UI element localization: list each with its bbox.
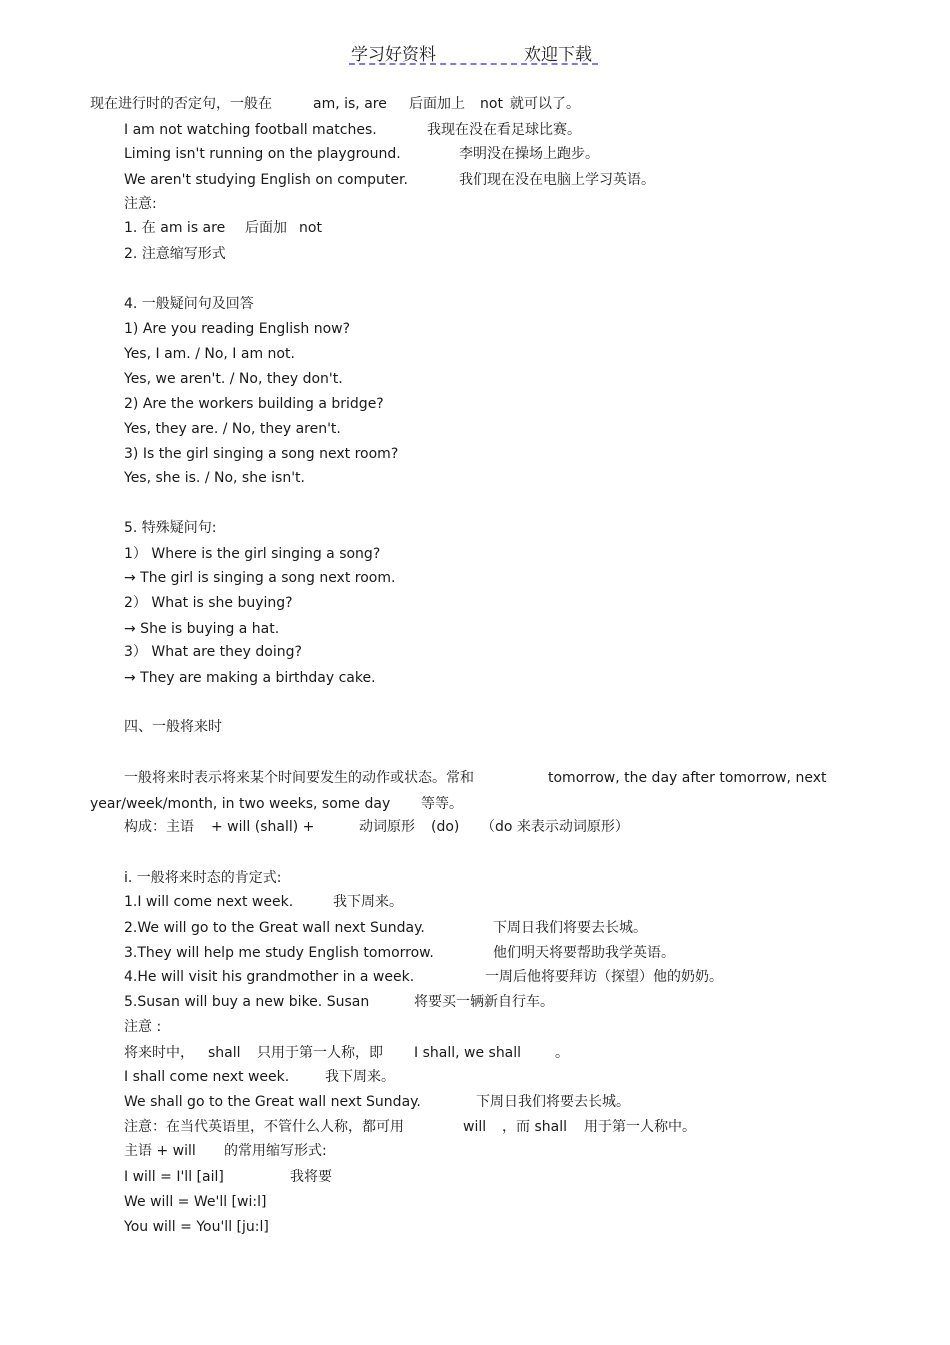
text-line-q4-3 (124, 445, 398, 463)
text-segment: 我下周来。 (325, 1069, 395, 1085)
text-line-note-2 (124, 245, 226, 263)
text-segment: will (463, 1119, 487, 1135)
text-segment: 主语 + will (124, 1143, 196, 1159)
text-line-pos-5 (124, 993, 554, 1011)
text-line-sec4-title (124, 718, 222, 736)
text-segment: shall (208, 1045, 241, 1061)
text-segment: 4.He will visit his grandmother in a week. (124, 969, 415, 985)
text-segment: 后面加 (245, 220, 287, 236)
text-segment: We will = We'll [wi:l] (124, 1194, 267, 1210)
text-line-q4-3a (124, 469, 305, 487)
text-segment: Yes, they are. / No, they aren't. (124, 421, 341, 437)
text-segment: 我将要 (290, 1169, 332, 1185)
text-line-q4-1 (124, 320, 350, 338)
text-line-q4-title (124, 295, 254, 313)
text-segment: 1.I will come next week. (124, 894, 294, 910)
text-segment: Yes, I am. / No, I am not. (124, 346, 295, 362)
text-segment: You will = You'll [ju:l] (124, 1219, 269, 1235)
text-line-q5-title (124, 519, 217, 537)
text-segment: 四、一般将来时 (124, 719, 222, 735)
text-segment: 5. 特殊疑问句: (124, 520, 217, 536)
text-line-q5-2 (124, 594, 293, 612)
text-line-q4-1a (124, 345, 295, 363)
text-segment: 等等。 (421, 796, 463, 812)
text-line-q5-3a (124, 669, 376, 687)
text-segment: 我下周来。 (333, 894, 403, 910)
text-segment: 他们明天将要帮助我学英语。 (493, 945, 675, 961)
text-segment: → She is buying a hat. (124, 621, 280, 637)
text-segment: I shall come next week. (124, 1069, 290, 1085)
text-line-neg-ex1 (124, 121, 581, 139)
text-segment: 下周日我们将要去长城。 (493, 920, 647, 936)
text-segment: 我现在没在看足球比赛。 (427, 122, 581, 138)
text-line-shall-ex1 (124, 1068, 395, 1086)
text-line-q5-3 (124, 643, 302, 661)
text-segment: 动词原形 (359, 819, 415, 835)
text-segment: 5.Susan will buy a new bike. Susan (124, 994, 370, 1010)
text-segment: ⅰ. 一般将来时态的肯定式: (124, 870, 282, 886)
text-segment: 2. 注意缩写形式 (124, 246, 226, 262)
text-segment: 我们现在没在电脑上学习英语。 (459, 172, 655, 188)
text-line-pos-title (124, 869, 282, 887)
text-segment: 。 (555, 1045, 569, 1061)
text-segment: tomorrow, the day after tomorrow, next (548, 770, 827, 786)
text-segment: 2） What is she buying? (124, 595, 293, 611)
text-line-contract-3 (124, 1218, 269, 1236)
text-line-pos-1 (124, 893, 403, 911)
text-segment: 注意：在当代英语里，不管什么人称，都可用 (124, 1119, 404, 1135)
header-left-text: 学习好资料 (351, 45, 436, 65)
text-segment: → The girl is singing a song next room. (124, 570, 396, 586)
text-segment: 3.They will help me study English tomorrow. (124, 945, 434, 961)
text-line-q4-2a (124, 420, 341, 438)
text-segment: We shall go to the Great wall next Sunday. (124, 1094, 421, 1110)
text-segment: 将要买一辆新自行车。 (414, 994, 554, 1010)
text-line-shall-note (124, 1118, 696, 1136)
page-header (0, 40, 950, 70)
text-segment: I will = I'll [ail] (124, 1169, 224, 1185)
text-line-contract-2 (124, 1193, 266, 1211)
text-segment: 就可以了。 (510, 96, 580, 112)
text-line-neg-intro (90, 95, 580, 113)
text-line-pos-3 (124, 944, 675, 962)
text-line-q5-1 (124, 545, 380, 563)
text-line-shall-ex2 (124, 1093, 630, 1111)
text-segment: → They are making a birthday cake. (124, 670, 376, 686)
text-segment: ，而 shall (502, 1119, 567, 1135)
text-line-note2-title (124, 1018, 161, 1036)
text-segment: 李明没在操场上跑步。 (459, 146, 599, 162)
text-segment: 将来时中， (124, 1045, 194, 1061)
text-segment: 的常用缩写形式: (224, 1143, 327, 1159)
text-segment: am, is, are (313, 96, 387, 112)
text-line-pos-2 (124, 919, 647, 937)
text-line-q4-1b (124, 370, 343, 388)
text-line-q4-2 (124, 395, 384, 413)
text-line-pos-4 (124, 968, 723, 986)
text-segment: 1) Are you reading English now? (124, 321, 351, 337)
text-line-q5-1a (124, 569, 395, 587)
text-segment: 3） What are they doing? (124, 644, 302, 660)
text-segment: 4. 一般疑问句及回答 (124, 296, 254, 312)
text-segment: 一般将来时表示将来某个时间要发生的动作或状态。常和 (124, 770, 474, 786)
text-line-q5-2a (124, 620, 279, 638)
header-right-text: 欢迎下载 (524, 45, 592, 65)
text-segment: 注意: (124, 196, 157, 212)
text-segment: We aren't studying English on computer. (124, 172, 408, 188)
text-segment: I am not watching football matches. (124, 122, 377, 138)
text-line-note-1 (124, 219, 322, 237)
text-line-future-def-2 (90, 795, 463, 813)
text-segment: Yes, we aren't. / No, they don't. (124, 371, 343, 387)
text-segment: Yes, she is. / No, she isn't. (124, 470, 305, 486)
text-segment: 只用于第一人称，即 (257, 1045, 383, 1061)
text-line-future-form (124, 818, 629, 836)
text-segment: 2) Are the workers building a bridge? (124, 396, 384, 412)
text-segment: I shall, we shall (414, 1045, 522, 1061)
text-line-neg-ex3 (124, 171, 655, 189)
text-line-contract-1 (124, 1168, 332, 1186)
text-segment: 1. 在 am is are (124, 220, 226, 236)
text-segment: not (480, 96, 503, 112)
text-segment: （do 来表示动词原形） (481, 819, 629, 835)
text-line-shall-1 (124, 1044, 569, 1062)
text-segment: Liming isn't running on the playground. (124, 146, 401, 162)
text-segment: (do) (431, 819, 460, 835)
text-segment: not (299, 220, 322, 236)
text-segment: 下周日我们将要去长城。 (476, 1094, 630, 1110)
text-segment: year/week/month, in two weeks, some day (90, 796, 391, 812)
text-segment: 后面加上 (409, 96, 465, 112)
text-segment: 现在进行时的否定句，一般在 (90, 96, 272, 112)
text-segment: 注意 : (124, 1019, 162, 1035)
text-segment: 2.We will go to the Great wall next Sunday. (124, 920, 425, 936)
text-line-contract-title (124, 1142, 327, 1160)
text-segment: 3) Is the girl singing a song next room? (124, 446, 399, 462)
text-segment: 一周后他将要拜访（探望）他的奶奶。 (485, 969, 723, 985)
text-line-note-title (124, 195, 157, 213)
text-segment: 用于第一人称中。 (584, 1119, 696, 1135)
text-segment: 1） Where is the girl singing a song? (124, 546, 381, 562)
header-dashed-underline (349, 63, 598, 65)
text-segment: 构成：主语 (124, 819, 194, 835)
text-line-future-def-1 (124, 769, 827, 787)
text-line-neg-ex2 (124, 145, 599, 163)
text-segment: + will (shall) + (211, 819, 315, 835)
